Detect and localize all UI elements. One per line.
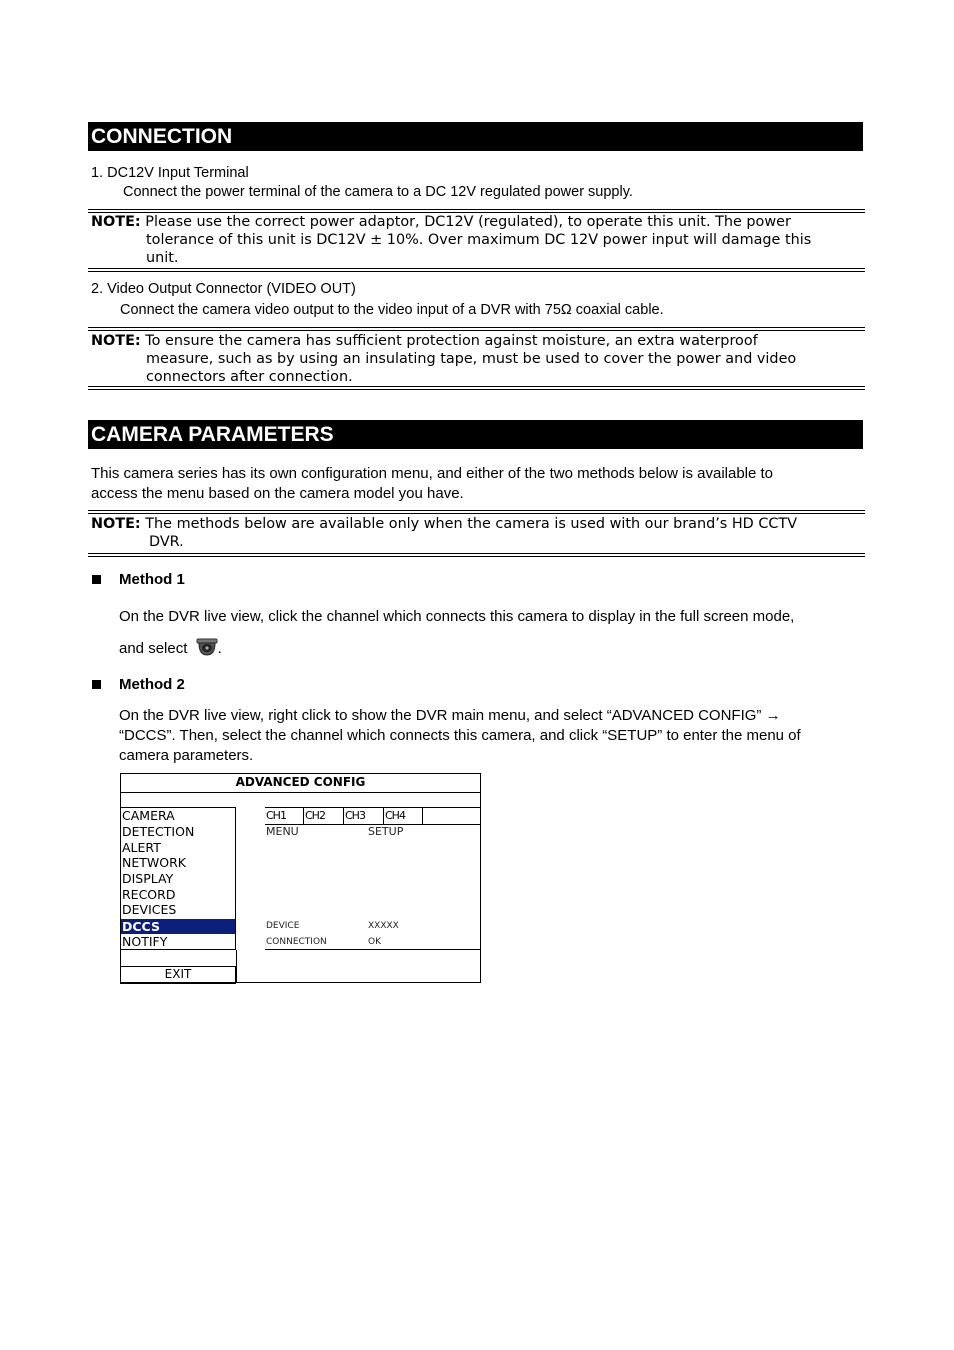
sidebar-item-alert[interactable]: ALERT (122, 840, 161, 855)
method1-bullet (92, 575, 101, 584)
note2-bottom-rule-inner (88, 389, 865, 390)
tab-ch1[interactable]: CH1 (265, 808, 304, 825)
advanced-config-menu (120, 773, 481, 983)
method2-line1: On the DVR live view, right click to show the DVR main menu, and select “ADVANCED CONFIG” → (119, 707, 781, 724)
method1-line1: On the DVR live view, click the channel which connects this camera to display in the full screen mode, (119, 608, 795, 625)
method1-line2 (119, 638, 222, 659)
connection-heading: CONNECTION (88, 122, 863, 151)
sidebar-item-dccs[interactable]: DCCS (121, 919, 235, 934)
note3 (91, 515, 865, 551)
note3-line1: The methods below are available only when the camera is used with our brand’s HD CCTV (145, 516, 798, 532)
method2-line2: “DCCS”. Then, select the channel which connects this camera, and click “SETUP” to enter the menu of (119, 727, 801, 744)
note3-top-rule (88, 510, 865, 511)
sidebar-item-camera[interactable]: CAMERA (122, 808, 175, 823)
note1 (91, 213, 865, 267)
note1-line2: tolerance of this unit is DC12V ± 10%. Over maximum DC 12V power input will damage this (146, 232, 812, 248)
note2-line3: connectors after connection. (146, 369, 353, 385)
sidebar-item-record[interactable]: RECORD (122, 887, 176, 902)
note2-line2: measure, such as by using an insulating tape, must be used to cover the power and video (146, 351, 797, 367)
method1-line2-period: . (217, 640, 222, 657)
item2-title: 2. Video Output Connector (VIDEO OUT) (91, 281, 356, 297)
note2-top-rule-inner (88, 330, 865, 331)
item2-description: Connect the camera video output to the video input of a DVR with 75Ω coaxial cable. (120, 302, 664, 318)
note3-label: NOTE: (91, 516, 141, 532)
sidebar-item-network[interactable]: NETWORK (122, 855, 186, 870)
method2-line3: camera parameters. (119, 747, 254, 764)
connection-value: OK (368, 937, 381, 947)
tab-ch2[interactable]: CH2 (304, 808, 344, 825)
menu-column-label: MENU (266, 825, 299, 838)
note2-label: NOTE: (91, 333, 141, 349)
sidebar-item-detection[interactable]: DETECTION (122, 824, 195, 839)
method1-line2-text: and select (119, 640, 188, 657)
method1-title: Method 1 (119, 571, 185, 588)
method2-bullet (92, 680, 101, 689)
sidebar-item-notify[interactable]: NOTIFY (122, 934, 168, 949)
note2 (91, 332, 865, 386)
note1-bottom-rule-inner (88, 271, 865, 272)
dome-camera-icon[interactable] (196, 638, 218, 658)
note1-label: NOTE: (91, 214, 141, 230)
intro-text (91, 464, 861, 504)
note1-line3: unit. (146, 250, 179, 266)
intro-line1: This camera series has its own configuration menu, and either of the two methods below is available to (91, 465, 774, 482)
note3-line2: DVR. (149, 534, 184, 550)
exit-button[interactable]: EXIT (120, 966, 236, 984)
camera-parameters-heading: CAMERA PARAMETERS (88, 420, 863, 449)
sidebar-item-devices[interactable]: DEVICES (122, 902, 177, 917)
note1-bottom-rule (88, 268, 865, 269)
connection-label: CONNECTION (266, 937, 327, 947)
note2-bottom-rule (88, 386, 865, 387)
channel-tabs (265, 807, 481, 825)
menu-sidebar (120, 807, 236, 950)
device-value: XXXXX (368, 921, 399, 931)
dccs-panel (265, 807, 481, 950)
note2-line1: To ensure the camera has sufficient protection against moisture, an extra waterproof (145, 333, 758, 349)
method2-title: Method 2 (119, 676, 185, 693)
item1-title: 1. DC12V Input Terminal (91, 165, 249, 181)
tab-ch3[interactable]: CH3 (344, 808, 384, 825)
sidebar-item-display[interactable]: DISPLAY (122, 871, 174, 886)
item1-description: Connect the power terminal of the camera to a DC 12V regulated power supply. (123, 184, 633, 200)
tab-ch4[interactable]: CH4 (384, 808, 423, 825)
note1-line1: Please use the correct power adaptor, DC12V (regulated), to operate this unit. The power (145, 214, 791, 230)
exit-divider (236, 950, 237, 983)
device-label: DEVICE (266, 921, 300, 931)
note3-bottom-rule (88, 553, 865, 554)
note2-top-rule (88, 327, 865, 328)
menu-title: ADVANCED CONFIG (121, 774, 480, 793)
setup-button[interactable]: SETUP (368, 825, 404, 838)
note1-top-rule (88, 209, 865, 210)
note3-bottom-rule-inner (88, 556, 865, 557)
intro-line2: access the menu based on the camera model you have. (91, 485, 464, 502)
note3-top-rule-inner (88, 513, 865, 514)
